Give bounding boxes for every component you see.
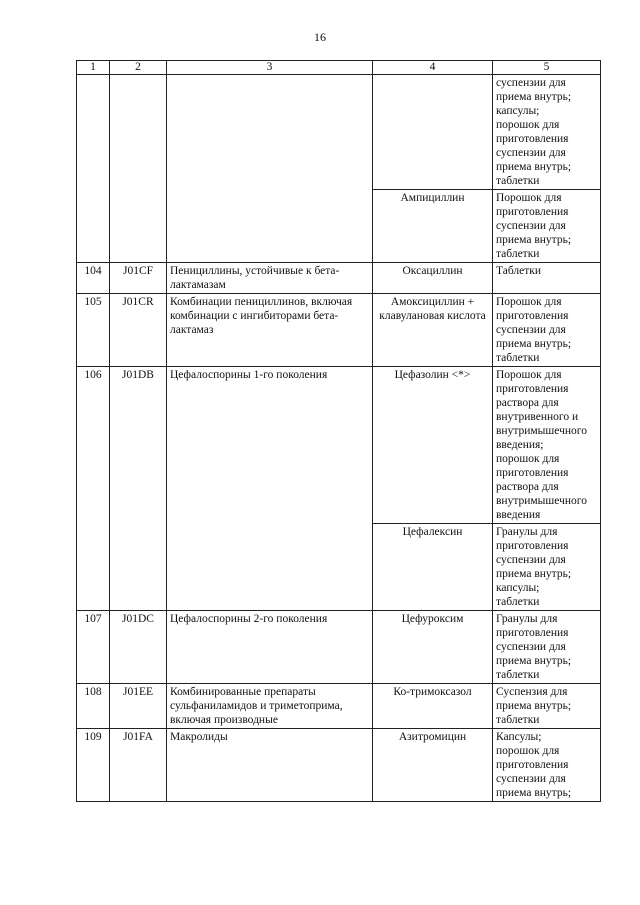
column-header-4: 4 — [373, 61, 493, 75]
atc-code-cell — [110, 75, 167, 263]
atc-code-cell: J01EE — [110, 684, 167, 729]
dosage-forms-cell: суспензии для приема внутрь; капсулы; порошок для приготовления суспензии для приема внутрь; таблетки — [493, 75, 601, 190]
row-number-cell: 104 — [77, 263, 110, 294]
group-name-cell: Комбинации пенициллинов, включая комбинации с ингибиторами бета-лактамаз — [167, 294, 373, 367]
dosage-forms-cell: Порошок для приготовления раствора для внутривенного и внутримышечного введения; порошок для приготовления раствора для внутримышечного введения — [493, 367, 601, 524]
group-name-cell: Пенициллины, устойчивые к бета-лактамазам — [167, 263, 373, 294]
dosage-forms-cell: Гранулы для приготовления суспензии для приема внутрь; капсулы; таблетки — [493, 524, 601, 611]
drug-name-cell: Азитромицин — [373, 729, 493, 802]
drug-name-cell: Ко-тримоксазол — [373, 684, 493, 729]
dosage-forms-cell: Суспензия для приема внутрь; таблетки — [493, 684, 601, 729]
page-number: 16 — [314, 30, 326, 44]
atc-code-cell: J01DC — [110, 611, 167, 684]
drug-name-cell — [373, 75, 493, 190]
dosage-forms-cell: Таблетки — [493, 263, 601, 294]
group-name-cell: Макролиды — [167, 729, 373, 802]
drug-name-cell: Амоксициллин + клавулановая кислота — [373, 294, 493, 367]
table-row — [77, 75, 601, 190]
group-name-cell: Цефалоспорины 2-го поколения — [167, 611, 373, 684]
column-header-5: 5 — [493, 61, 601, 75]
table-row — [77, 294, 601, 367]
atc-code-cell: J01CF — [110, 263, 167, 294]
table-header-row — [77, 61, 601, 75]
drug-name-cell: Цефазолин <*> — [373, 367, 493, 524]
column-header-3: 3 — [167, 61, 373, 75]
table-row — [77, 729, 601, 802]
group-name-cell: Комбинированные препараты сульфаниламидов и триметоприма, включая производные — [167, 684, 373, 729]
column-header-1: 1 — [77, 61, 110, 75]
drug-name-cell: Цефуроксим — [373, 611, 493, 684]
atc-code-cell: J01FA — [110, 729, 167, 802]
table-row — [77, 684, 601, 729]
group-name-cell — [167, 75, 373, 263]
row-number-cell: 108 — [77, 684, 110, 729]
drug-name-cell: Цефалексин — [373, 524, 493, 611]
row-number-cell — [77, 75, 110, 263]
atc-code-cell: J01DB — [110, 367, 167, 611]
row-number-cell: 106 — [77, 367, 110, 611]
dosage-forms-cell: Порошок для приготовления суспензии для приема внутрь; таблетки — [493, 190, 601, 263]
table-row — [77, 611, 601, 684]
drug-name-cell: Оксациллин — [373, 263, 493, 294]
row-number-cell: 107 — [77, 611, 110, 684]
row-number-cell: 109 — [77, 729, 110, 802]
table-row — [77, 367, 601, 524]
dosage-forms-cell: Порошок для приготовления суспензии для приема внутрь; таблетки — [493, 294, 601, 367]
drug-name-cell: Ампициллин — [373, 190, 493, 263]
column-header-2: 2 — [110, 61, 167, 75]
dosage-forms-cell: Гранулы для приготовления суспензии для приема внутрь; таблетки — [493, 611, 601, 684]
row-number-cell: 105 — [77, 294, 110, 367]
dosage-forms-cell: Капсулы; порошок для приготовления суспензии для приема внутрь; — [493, 729, 601, 802]
table-row — [77, 263, 601, 294]
atc-code-cell: J01CR — [110, 294, 167, 367]
medication-table — [76, 60, 601, 802]
group-name-cell: Цефалоспорины 1-го поколения — [167, 367, 373, 611]
